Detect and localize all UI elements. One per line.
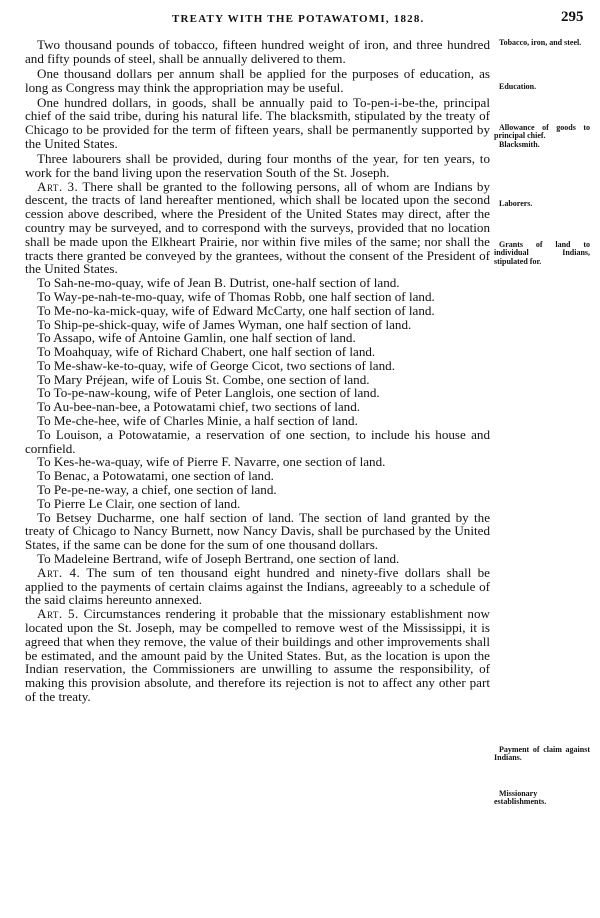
paragraph-article-5: Art. 5. Circumstances rendering it probable that the missionary establishment now located upon the St. Joseph, may be compelled to remove west of the Mississippi, it is agreed that when they remove, the value of their buildings and other improvements shall be estimated, and the amount paid by the United States. But, as the location is upon the Indian reservation, the Commissioners are unwilling to assume the responsibility, of making this provision absolute, and therefore its rejection is not to affect any other part of the treaty.: [25, 606, 490, 705]
grant-item: To Mary Préjean, wife of Louis St. Combe, one section of land.: [37, 371, 370, 387]
grant-item: To Kes-he-wa-quay, wife of Pierre F. Navarre, one section of land.: [37, 454, 386, 470]
grant-item: To Ship-pe-shick-quay, wife of James Wyman, one half section of land.: [37, 316, 412, 332]
margin-note-missionary: Missionary establishments.: [494, 789, 547, 807]
grant-item: To Benac, a Potowatami, one section of land.: [37, 468, 274, 484]
article-label: Art. 3.: [37, 178, 79, 194]
grant-item: To Me-che-hee, wife of Charles Minie, a half section of land.: [37, 413, 358, 429]
margin-note-allowance: Allowance of goods to principal chief.: [494, 123, 590, 141]
grant-item: To Louison, a Potowatamie, a reservation of one section, to include his house and cornfield.: [25, 426, 490, 456]
paragraph-article-3: Art. 3. There shall be granted to the following persons, all of whom are Indians by descent, the tracts of land hereafter mentioned, which shall be located upon the second cession above described, where the President of the United States may direct, after the country may be surveyed, and to correspond with the surveys, provided that no location shall be made upon the Elkheart Prairie, nor within five miles of the same; nor shall the tracts there granted be conveyed by the grantees, without the consent of the President of the United States.: [25, 178, 490, 277]
treaty-body-text: [25, 38, 490, 704]
grant-item: To Moahquay, wife of Richard Chabert, one half section of land.: [37, 344, 376, 360]
running-title: TREATY WITH THE POTAWATOMI, 1828.: [172, 13, 425, 25]
grant-item: To Assapo, wife of Antoine Gamlin, one half section of land.: [37, 330, 356, 346]
margin-note-laborers: Laborers.: [499, 199, 533, 208]
page-header: [0, 9, 600, 29]
page-number: 295: [561, 9, 584, 25]
margin-note-blacksmith: Blacksmith.: [499, 140, 540, 149]
paragraph-tobacco: Two thousand pounds of tobacco, fifteen hundred weight of iron, and three hundred and fifty pounds of steel, shall be annually delivered to them.: [25, 37, 490, 66]
paragraph-labourers: Three labourers shall be provided, during four months of the year, for ten years, to work for the band living upon the reservation South of the St. Joseph.: [25, 150, 490, 180]
margin-note-grants: Grants of land to individual Indians, stipulated for.: [494, 240, 590, 266]
margin-note-education: Education.: [499, 82, 537, 91]
grant-item: To To-pe-naw-koung, wife of Peter Langlois, one section of land.: [37, 385, 380, 401]
grant-item: To Pe-pe-ne-way, a chief, one section of land.: [37, 482, 277, 498]
paragraph-goods-blacksmith: One hundred dollars, in goods, shall be annually paid to To-pen-i-be-the, principal chief of the said tribe, during his natural life. The blacksmith, stipulated by the treaty of Chicago to be provided for the term of fifteen years, shall be permanently supported by the United States.: [25, 94, 490, 151]
margin-note-claims: Payment of claim against Indians.: [494, 745, 590, 763]
margin-note-tobacco: Tobacco, iron, and steel.: [499, 38, 582, 47]
grant-item: To Way-pe-nah-te-mo-quay, wife of Thomas Robb, one half section of land.: [37, 288, 435, 304]
grant-item: To Me-shaw-ke-to-quay, wife of George Cicot, two sections of land.: [37, 357, 395, 373]
paragraph-education: One thousand dollars per annum shall be applied for the purposes of education, as long as Congress may think the appropriation may be useful.: [25, 65, 490, 95]
article-label: Art. 5.: [37, 606, 79, 622]
grant-item: To Au-bee-nan-bee, a Potowatami chief, two sections of land.: [37, 399, 361, 415]
grant-item: To Madeleine Bertrand, wife of Joseph Bertrand, one section of land.: [37, 551, 400, 567]
grant-item: To Pierre Le Clair, one section of land.: [37, 495, 241, 511]
paragraph-article-4: Art. 4. The sum of ten thousand eight hundred and ninety-five dollars shall be applied to the payments of certain claims against the Indians, agreeably to a schedule of the said claims hereunto annexed.: [25, 564, 490, 608]
grant-item: To Betsey Ducharme, one half section of land. The section of land granted by the treaty of Chicago to Nancy Burnett, now Nancy Davis, shall be purchased by the United States, if the same can be done for the sum of one thousand dollars.: [25, 509, 490, 553]
article-label: Art. 4.: [37, 564, 81, 580]
grant-item: To Me-no-ka-mick-quay, wife of Edward McCarty, one half section of land.: [37, 302, 435, 318]
grant-item: To Sah-ne-mo-quay, wife of Jean B. Dutrist, one-half section of land.: [37, 275, 400, 291]
